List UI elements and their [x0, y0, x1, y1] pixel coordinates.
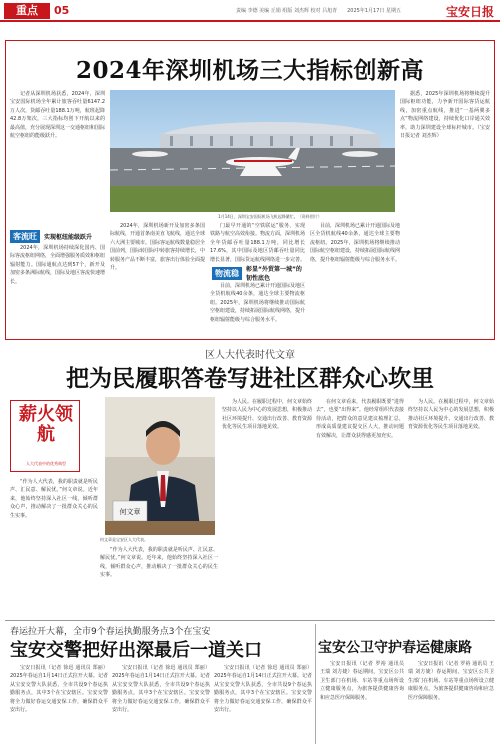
subhead-text: 彰显“外贸第一城”的韧性底色	[246, 266, 302, 282]
story1-column-1b: 2024年，深圳机场持续深化国内、国际客流枢纽网络，全面增强服务质效和枢纽辐射能力。国际通航点达到57个，新开及加密多条洲际航线，国际及地区客流快速增长。	[10, 245, 105, 285]
svg-text:何文章: 何文章	[119, 508, 141, 516]
subhead-tag: 客流旺	[10, 230, 40, 243]
story2-headline: 把为民履职答卷写进社区群众心坎里	[66, 365, 434, 392]
subhead-tag: 物流稳	[212, 267, 242, 280]
story1-column-3b: 目前，深圳机场已累计开通国际及地区全货机航线40余条，通达全球主要物流枢纽。2025年，深圳机场将继续推动国际航空枢纽建设，持续拓展国际航线网络，提升枢纽辐射能级与综合服务水平。	[210, 283, 305, 323]
column-rule	[315, 624, 316, 744]
portrait-photo	[105, 397, 215, 535]
story4-headline: 宝安公卫守护春运健康路	[318, 640, 472, 656]
column-logo-subtitle: 人大代表中的优秀典型	[26, 461, 66, 466]
story4-column-1: 宝安日报讯（记者 罗裕 通讯员 王瑞 刘方婕）春运期间，宝安区公共卫生部门在机场、车站等重点场所设立健康服务点，为旅客提供健康咨询和应急医疗保障服务。	[320, 661, 404, 701]
story2-column-1: “作为人大代表，我的职责就是听民声、汇民意、解民忧。”何文章说。近年来，他始终坚持深入社区一线，倾听群众心声，推动解决了一批群众关心的民生实事。	[10, 479, 98, 519]
header-meta: 责编 李德 美编 丘娟 组版 刘杰辉 校对 吕旭青 2025年1月17日 星期五	[236, 8, 401, 14]
subhead-text: 实现枢纽能级跃升	[44, 234, 93, 241]
story1-column-3: 门最早开通的“空铁联运”服务，实现铁路与航空高效衔接。物流方面，深圳机场全年货邮吞吐量188.1万吨，同比增长17.6%，其中国际及地区货邮吞吐量同比增长显著，国际货运航线网络进一步完善。	[210, 223, 305, 262]
story2-kicker: 区人大代表时代文章	[205, 350, 295, 361]
page-number: 05	[54, 4, 70, 17]
photo-caption: 1月14日，深圳宝安国际机场飞机起降繁忙。（资料图片）	[218, 214, 322, 219]
story3-headline: 宝安交警把好出深最后一道关口	[10, 640, 262, 661]
section-divider	[5, 620, 495, 621]
column-logo	[10, 400, 80, 472]
portrait-caption: 何文章是宝安区人大代表。	[100, 537, 148, 542]
story3-column-2: 宝安日报讯（记者 徐迅 通讯员 郑丽）2025年春运自1月14日正式拉开大幕。记者从宝安交警大队获悉，全市共设9个春运执勤服务点，其中3个在宝安辖区。宝安交警将全力做好春运交通安保工作，确保群众平安出行。	[112, 665, 210, 714]
story1-headline: 2024年深圳机场三大指标创新高	[75, 57, 424, 84]
story2-column-4: 在何文章看来，代表履职既要“进得去”，也要“出得来”。他经常组织代表接待活动，把群众的意见建议梳理汇总，形成高质量建议提交区人大，推动问题有效解决，让群众获得感更加充实。	[316, 399, 404, 439]
airport-photo-image	[110, 90, 395, 212]
story2-column-5: 为人民。在履职过程中，何文章始终坚持以人民为中心的发展思想，积极推动社区环境提升、交通出行改善、教育资源优化等民生项目落地见效。	[408, 399, 494, 431]
story1-column-2: 2024年，深圳机场新开及加密多条国际航线，开通首条南美直飞航线，通达全球六大洲主要城市。国际客运航线数量稳居全国前列，国际转国际中转旅客持续增长，中转服务产品不断丰富，旅客出行体验全面提升。	[110, 223, 205, 272]
airport-photo	[110, 90, 395, 212]
story3-column-1: 宝安日报讯（记者 徐迅 通讯员 郑丽）2025年春运自1月14日正式拉开大幕。记者从宝安交警大队获悉，全市共设9个春运执勤服务点，其中3个在宝安辖区。宝安交警将全力做好春运交通安保工作，确保群众平安出行。	[10, 665, 108, 714]
story1-subhead-1	[10, 230, 108, 243]
story2-column-3: 为人民。在履职过程中，何文章始终坚持以人民为中心的发展思想，积极推动社区环境提升、交通出行改善、教育资源优化等民生项目落地见效。	[222, 399, 312, 431]
section-tag: 重点	[4, 3, 50, 19]
story1-column-1: 记者从深圳机场获悉，2024年，深圳宝安国际机场全年累计旅客吞吐量6147.2万人次，货邮吞吐量188.1万吨，航班起降42.8万架次，三大指标均创下开航以来的最高值，充分展现深圳这一交通枢纽和国际航空枢纽的能级跃升。	[10, 91, 105, 140]
story3-column-3: 宝安日报讯（记者 徐迅 通讯员 郑丽）2025年春运自1月14日正式拉开大幕。记者从宝安交警大队获悉，全市共设9个春运执勤服务点，其中3个在宝安辖区。宝安交警将全力做好春运交通安保工作，确保群众平安出行。	[214, 665, 312, 714]
story1-subhead-2	[212, 264, 307, 282]
portrait-image	[105, 397, 215, 535]
story2-column-2: “作为人大代表，我的职责就是听民声、汇民意、解民忧。”何文章说。近年来，他始终坚持深入社区一线，倾听群众心声，推动解决了一批群众关心的民生实事。	[100, 547, 218, 579]
column-logo-title: 薪火领航	[19, 404, 73, 445]
page-header	[0, 0, 500, 22]
story1-column-5: 据悉，2025年深圳机场将继续提升国际枢纽功能，力争新开国际客货运航线，加密重点航线，推进“一基两翼多点”物流网络建设，持续优化口岸通关效率，助力深圳建设全球标杆城市。（宝安日报记者 刘杰辉）	[400, 91, 490, 140]
newspaper-logo: 宝安日报	[445, 5, 494, 19]
story1-column-4: 目前，深圳机场已累计开通国际及地区全货机航线40余条，通达全球主要物流枢纽。2025年，深圳机场将继续推动国际航空枢纽建设，持续拓展国际航线网络，提升枢纽辐射能级与综合服务水平。	[310, 223, 400, 263]
story4-column-2: 宝安日报讯（记者 罗裕 通讯员 王瑞 刘方婕）春运期间，宝安区公共卫生部门在机场、车站等重点场所设立健康服务点，为旅客提供健康咨询和应急医疗保障服务。	[408, 661, 494, 701]
story3-kicker: 春运拉开大幕，全市9个春运执勤服务点3个在宝安	[10, 627, 211, 637]
